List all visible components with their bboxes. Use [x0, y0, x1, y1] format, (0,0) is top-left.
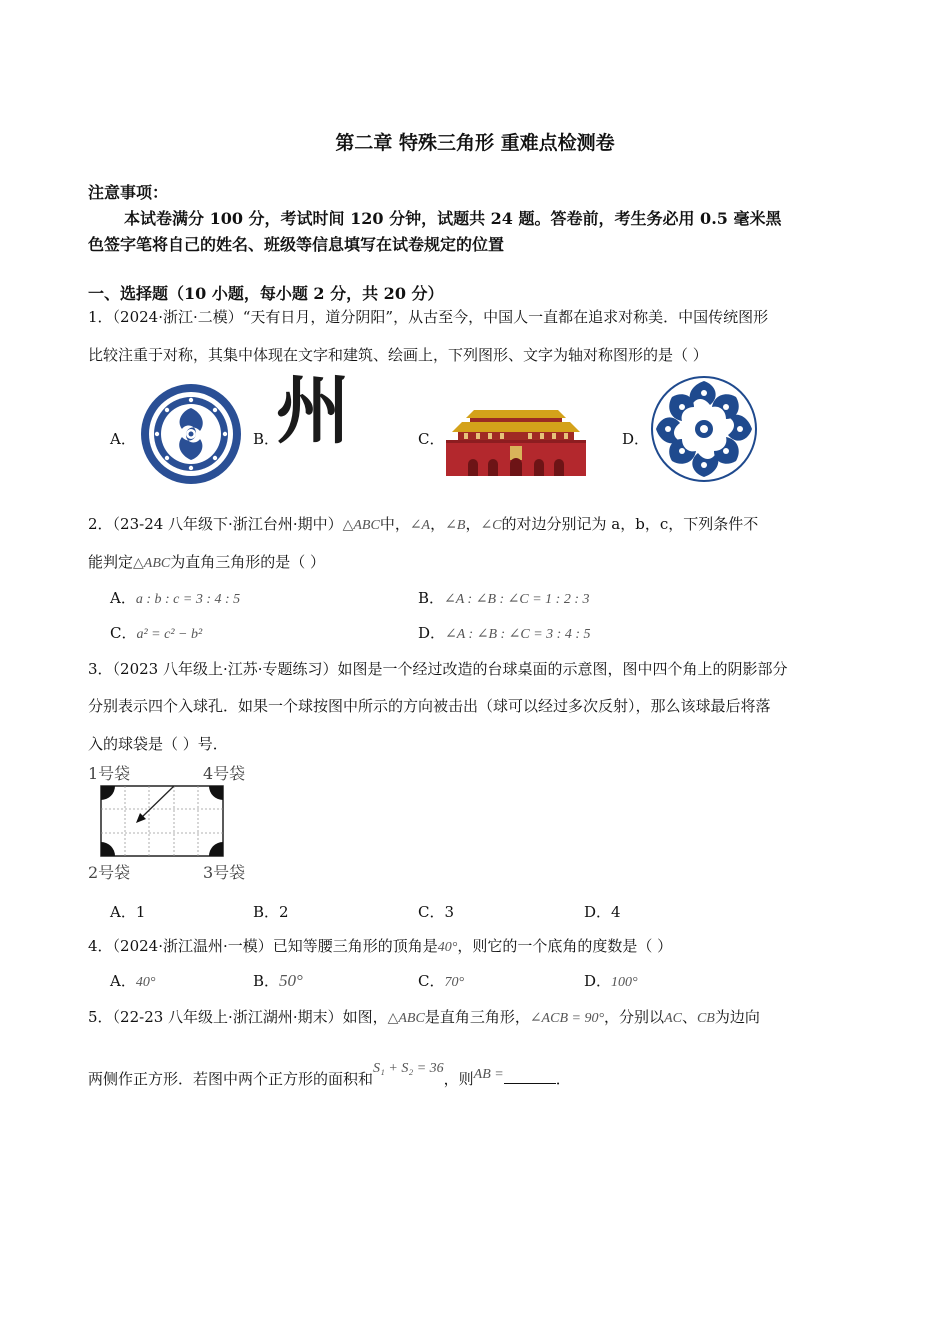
q5-text-6: 两侧作正方形．若图中两个正方形的面积和 [88, 1070, 374, 1088]
q5-text-2: 是直角三角形， [424, 1008, 530, 1026]
calligraphy-zhou-glyph: 州 [276, 368, 350, 454]
bag-1-label: 1号袋 [88, 764, 131, 783]
q4-option-b-label: B． [253, 972, 280, 990]
billiard-table-diagram [100, 785, 224, 857]
q2-math-angle-c: ∠C [480, 518, 502, 533]
q2-text-2: 中， [379, 515, 410, 533]
q2-line-1 [88, 513, 758, 534]
q2-text-1: 2．（23-24 八年级下·浙江台州·期中） [88, 515, 343, 533]
q4-option-a [110, 970, 155, 991]
q1-option-b-label: B． [253, 430, 280, 448]
q2-math-angle-b: ∠B [445, 518, 466, 533]
q2-math-triangle-2: △ABC [133, 556, 171, 571]
q2-option-c-math: a² = c² − b² [136, 627, 203, 642]
q5-text-8: ． [555, 1070, 571, 1088]
q5-line-2 [88, 1061, 571, 1089]
q3-line-2: 分别表示四个入球孔．如果一个球按图中所示的方向被击出（球可以经过多次反射），那么该球最后将落 [88, 697, 771, 715]
q4-option-b-math: 50° [279, 971, 303, 990]
q4-option-d [584, 970, 638, 991]
q4-option-c-label: C． [418, 972, 445, 990]
q1-line-1: 1．（2024·浙江·二模）“天有日月，道分阴阳”，从古至今，中国人一直都在追求对称美．中国传统图形 [88, 308, 769, 326]
q2-option-a-label: A． [110, 589, 136, 607]
q5-math-right-angle: ∠ACB = 90° [529, 1011, 605, 1026]
q4-option-c [418, 970, 464, 991]
q2-line-2 [88, 551, 325, 572]
q3-option-d: D．4 [584, 903, 621, 921]
notice-heading: 注意事项： [88, 183, 169, 202]
q4-option-d-math: 100° [611, 975, 638, 990]
q3-option-c: C．3 [418, 903, 455, 921]
q4-option-a-label: A． [110, 972, 136, 990]
q1-option-a-label: A． [110, 430, 136, 448]
notice-line-2: 色签字笔将自己的姓名、班级等信息填写在试卷规定的位置 [88, 235, 505, 254]
q3-option-b: B．2 [253, 903, 289, 921]
q2-text-3: ， [430, 515, 446, 533]
q4-option-c-math: 70° [444, 975, 465, 990]
q1-option-d-label: D． [622, 430, 650, 448]
q2-text-6: 能判定 [88, 553, 134, 571]
q2-option-b-math: ∠A : ∠B : ∠C = 1 : 2 : 3 [444, 592, 590, 607]
blue-medallion-image [140, 383, 242, 485]
q2-math-angle-a: ∠A [409, 518, 431, 533]
q2-text-4: ， [465, 515, 481, 533]
q5-math-cb: CB [696, 1011, 715, 1026]
q2-option-b [418, 587, 590, 608]
q2-text-7: 为直角三角形的是（ ） [170, 553, 326, 571]
q5-math-ac: AC [664, 1011, 682, 1026]
bag-4-label: 4号袋 [203, 764, 246, 783]
floral-circle-image [650, 375, 758, 483]
q4-line-1 [88, 935, 672, 956]
q2-option-d [418, 622, 591, 643]
page-title: 第二章 特殊三角形 重难点检测卷 [335, 132, 615, 154]
q4-math-apex-angle: 40° [437, 940, 458, 955]
q4-option-b [253, 970, 303, 991]
q5-text-1: 5．（22-23 八年级上·浙江湖州·期末）如图， [88, 1008, 388, 1026]
q2-option-a-math: a : b : c = 3 : 4 : 5 [135, 592, 241, 607]
q3-line-3: 入的球袋是（ ）号． [88, 735, 228, 753]
q3-option-a: A．1 [110, 903, 146, 921]
q4-option-d-label: D． [584, 972, 612, 990]
bag-3-label: 3号袋 [203, 863, 246, 882]
q4-text-1: 4．（2024·浙江温州·一模）已知等腰三角形的顶角是 [88, 937, 438, 955]
q2-option-d-math: ∠A : ∠B : ∠C = 3 : 4 : 5 [445, 627, 591, 642]
q2-option-b-label: B． [418, 589, 445, 607]
q5-math-triangle: △ABC [387, 1011, 425, 1026]
q5-text-4: 、 [681, 1008, 697, 1026]
q1-option-c-label: C． [418, 430, 445, 448]
q5-math-ab: AB = [473, 1067, 504, 1082]
q5-text-7: ，则 [443, 1070, 474, 1088]
q2-option-c-label: C． [110, 624, 137, 642]
q5-text-5: 为边向 [714, 1008, 760, 1026]
notice-line-1: 本试卷满分 100 分，考试时间 120 分钟，试题共 24 题。答卷前，考生务必用 0.5 毫米黑 [124, 209, 782, 228]
q5-math-area-sum: S₁ + S₂ = 36 [373, 1061, 444, 1076]
q2-option-a [110, 587, 240, 608]
q5-answer-blank[interactable] [504, 1069, 556, 1084]
q3-line-1: 3．（2023 八年级上·江苏·专题练习）如图是一个经过改造的台球桌面的示意图，图中四个角上的阴影部分 [88, 660, 788, 678]
q2-option-d-label: D． [418, 624, 446, 642]
q4-text-2: ，则它的一个底角的度数是（ ） [457, 937, 673, 955]
bag-2-label: 2号袋 [88, 863, 131, 882]
q5-line-1 [88, 1006, 760, 1027]
q2-option-c [110, 622, 202, 643]
q2-math-triangle: △ABC [342, 518, 380, 533]
q2-text-5: 的对边分别记为 a，b，c，下列条件不 [501, 515, 759, 533]
q4-option-a-math: 40° [135, 975, 156, 990]
section-heading: 一、选择题（10 小题，每小题 2 分，共 20 分） [88, 284, 444, 303]
tiananmen-building-image [446, 408, 586, 476]
q1-line-2: 比较注重于对称，其集中体现在文字和建筑、绘画上，下列图形、文字为轴对称图形的是（ ） [88, 346, 708, 364]
q5-text-3: ，分别以 [604, 1008, 665, 1026]
